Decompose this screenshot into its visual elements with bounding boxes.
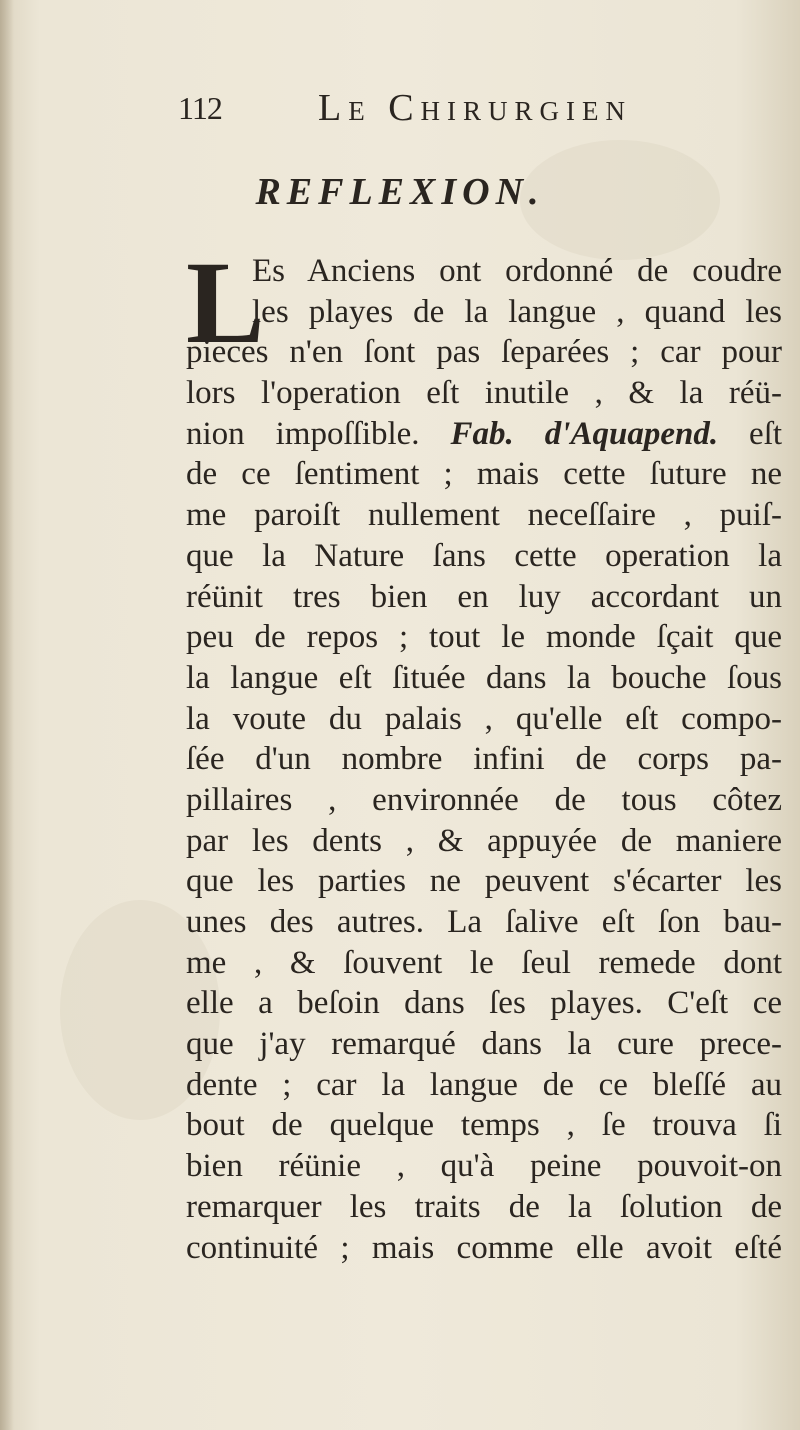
text-line: Es Anciens ont ordonné de coudre xyxy=(252,253,782,289)
text-line: dente ; car la langue de ce bleſſé au xyxy=(186,1066,782,1103)
text-line-end: eſt xyxy=(749,415,783,452)
text-line: bout de quelque temps , ſe trouva ſi xyxy=(186,1107,782,1144)
drop-cap: L xyxy=(186,237,265,368)
text-line: que les parties ne peuvent s'écarter les xyxy=(186,863,782,900)
text-line: unes des autres. La ſalive eſt ſon bau- xyxy=(186,904,782,940)
text-line: bien réünie , qu'à peine pouvoit-on xyxy=(186,1148,782,1185)
text-line: ſée d'un nombre infini de corps pa- xyxy=(186,741,782,778)
text-line: remarquer les traits de la ſolution de xyxy=(186,1188,782,1225)
text-line: que la Nature ſans cette operation la xyxy=(186,537,782,574)
text-line: les playes de la langue , quand les xyxy=(252,293,782,330)
running-title: Le Chirurgien xyxy=(318,87,633,129)
text-line: la langue eſt ſituée dans la bouche ſous xyxy=(186,659,782,696)
text-line: pillaires , environnée de tous côtez xyxy=(186,781,782,818)
text-line: pieces n'en ſont pas ſeparées ; car pour xyxy=(186,334,782,371)
text-line: elle a beſoin dans ſes playes. C'eſt ce xyxy=(186,985,782,1022)
text-line: de ce ſentiment ; mais cette ſuture ne xyxy=(186,456,782,493)
text-line: que j'ay remarqué dans la cure prece- xyxy=(186,1026,782,1063)
page-number: 112 xyxy=(178,90,222,126)
text-line: réünit tres bien en luy accordant un xyxy=(186,578,782,615)
running-head xyxy=(178,86,738,136)
citation: Fab. d'Aquapend. xyxy=(450,415,719,452)
text-line: continuité ; mais comme elle avoit eſté xyxy=(186,1229,782,1266)
gutter-shadow xyxy=(0,0,14,1430)
text-line: me , & ſouvent le ſeul remede dont xyxy=(186,944,782,981)
text-line: lors l'operation eſt inutile , & la réü- xyxy=(186,375,782,412)
text-line: peu de repos ; tout le monde ſçait que xyxy=(186,619,782,656)
text-line-start: nion impoſſible. xyxy=(186,415,420,452)
text-line: la voute du palais , qu'elle eſt compo- xyxy=(186,700,782,737)
section-title: REFLEXION. xyxy=(255,171,545,213)
body-text xyxy=(186,251,782,1268)
text-line: me paroiſt nullement neceſſaire , puiſ- xyxy=(186,497,782,534)
text-line: par les dents , & appuyée de maniere xyxy=(186,822,782,859)
text-line-citation xyxy=(186,414,782,455)
